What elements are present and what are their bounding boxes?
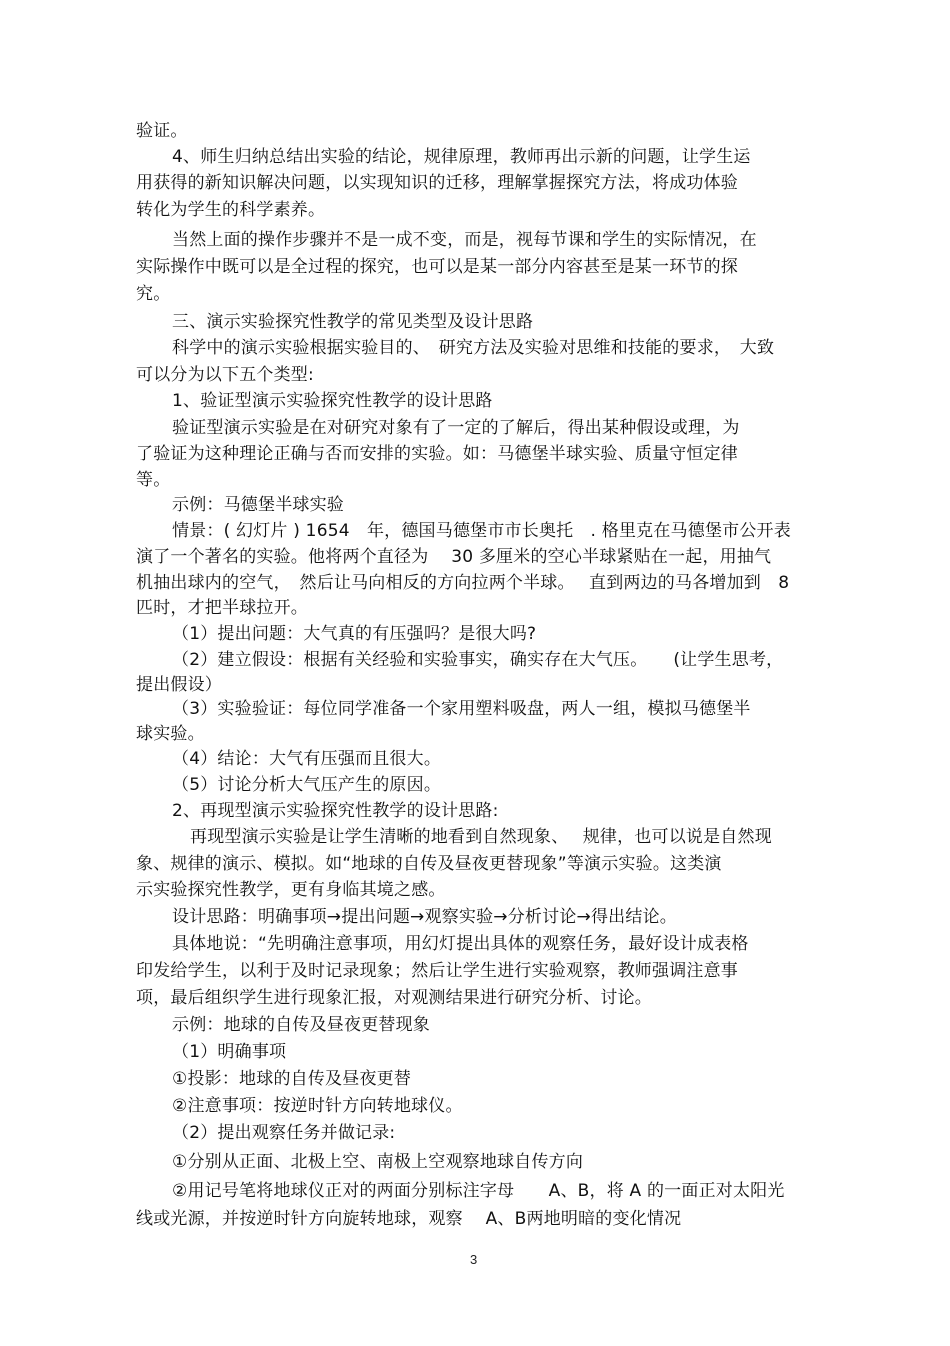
text-line: 情景：( 幻灯片 ) 1654 年，德国马德堡市市长奥托 . 格里克在马德堡市公开表 <box>172 521 791 541</box>
text-line: 具体地说：“先明确注意事项，用幻灯提出具体的观察任务，最好设计成表格 <box>172 934 749 954</box>
text-line: 机抽出球内的空气， 然后让马向相反的方向拉两个半球。 直到两边的马各增加到 8 <box>136 573 790 593</box>
text-line: ①投影：地球的自传及昼夜更替 <box>172 1069 412 1089</box>
text-line: ②用记号笔将地球仪正对的两面分别标注字母 A、B，将 A 的一面正对太阳光 <box>172 1181 785 1201</box>
text-line: 验证。 <box>136 121 188 141</box>
text-line: 科学中的演示实验根据实验目的、 研究方法及实验对思维和技能的要求， 大致 <box>172 338 775 358</box>
text-line: ②注意事项：按逆时针方向转地球仪。 <box>172 1096 463 1116</box>
text-line: （5）讨论分析大气压产生的原因。 <box>172 775 442 795</box>
text-line: （2）建立假设：根据有关经验和实验事实，确实存在大气压。 (让学生思考， <box>172 650 784 670</box>
text-line: 再现型演示实验是让学生清晰的地看到自然现象、 规律，也可以说是自然现 <box>190 827 772 847</box>
text-line: 项，最后组织学生进行现象汇报，对观测结果进行研究分析、讨论。 <box>136 988 652 1008</box>
text-line: （2）提出观察任务并做记录: <box>172 1123 396 1143</box>
text-line: 可以分为以下五个类型: <box>136 365 314 385</box>
text-line: 究。 <box>136 284 171 304</box>
text-line: 演了一个著名的实验。他将两个直径为 30 多厘米的空心半球紧贴在一起，用抽气 <box>136 547 772 567</box>
text-line: 象、规律的演示、模拟。如“地球的自传及昼夜更替现象”等演示实验。这类演 <box>136 854 722 874</box>
text-line: 实际操作中既可以是全过程的探究，也可以是某一部分内容甚至是某一环节的探 <box>136 257 738 277</box>
text-line: 设计思路：明确事项→提出问题→观察实验→分析讨论→得出结论。 <box>172 907 677 927</box>
subsection-heading: 2、再现型演示实验探究性教学的设计思路: <box>172 801 499 821</box>
text-line: 示实验探究性教学，更有身临其境之感。 <box>136 880 446 900</box>
text-line: 等。 <box>136 470 171 490</box>
text-line: （1）提出问题：大气真的有压强吗？是很大吗? <box>172 624 537 644</box>
text-line: 示例：地球的自传及昼夜更替现象 <box>172 1015 430 1035</box>
section-heading: 三、演示实验探究性教学的常见类型及设计思路 <box>172 312 534 332</box>
text-line: （3）实验验证：每位同学准备一个家用塑料吸盘，两人一组，模拟马德堡半 <box>172 699 751 719</box>
text-line: （4）结论：大气有压强而且很大。 <box>172 749 442 769</box>
text-line: 了验证为这种理论正确与否而安排的实验。如：马德堡半球实验、质量守恒定律 <box>136 444 738 464</box>
text-line: 匹时，才把半球拉开。 <box>136 598 308 618</box>
text-line: 印发给学生，以利于及时记录现象；然后让学生进行实验观察，教师强调注意事 <box>136 961 738 981</box>
text-line: 提出假设） <box>136 675 222 695</box>
page-number: 3 <box>470 1252 478 1267</box>
subsection-heading: 1、验证型演示实验探究性教学的设计思路 <box>172 391 493 411</box>
text-line: 示例：马德堡半球实验 <box>172 495 344 515</box>
text-line: 当然上面的操作步骤并不是一成不变，而是，视每节课和学生的实际情况，在 <box>172 230 757 250</box>
text-line: （1）明确事项 <box>172 1042 287 1062</box>
text-line: 线或光源，并按逆时针方向旋转地球，观察 A、B两地明暗的变化情况 <box>136 1209 682 1229</box>
text-line: 球实验。 <box>136 724 205 744</box>
text-line: 用获得的新知识解决问题，以实现知识的迁移，理解掌握探究方法，将成功体验 <box>136 173 738 193</box>
text-line: 4、师生归纳总结出实验的结论，规律原理，教师再出示新的问题，让学生运 <box>172 147 751 167</box>
text-line: 转化为学生的科学素养。 <box>136 200 326 220</box>
text-line: 验证型演示实验是在对研究对象有了一定的了解后，得出某种假设或理，为 <box>172 418 740 438</box>
text-line: ①分别从正面、北极上空、南极上空观察地球自传方向 <box>172 1152 584 1172</box>
